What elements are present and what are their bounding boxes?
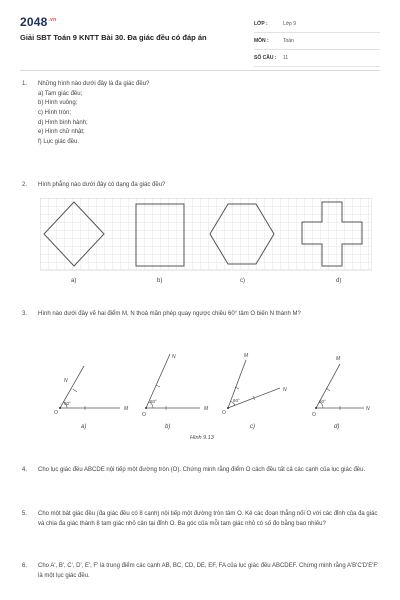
option-item: c) Hình tròn; bbox=[38, 110, 72, 117]
point-label-o: O bbox=[312, 412, 316, 418]
question-text: Hình phẳng nào dưới đây có dạng đa giác đều? bbox=[38, 182, 166, 188]
figure-label-b: b) bbox=[157, 278, 163, 284]
angle-label: 60° bbox=[64, 401, 71, 406]
question-3 bbox=[22, 310, 380, 320]
meta-row-class bbox=[254, 16, 380, 33]
question-number: 5. bbox=[22, 511, 28, 517]
question-text: Cho A', B', C', D', E', F' là trung điểm các cạnh AB, BC, CD, DE, EF, FA của lục giác đều ABCDEF. Chứng minh rằng A'B'C'D'E'F' là một lục giác đều. bbox=[38, 563, 379, 579]
question-number: 4. bbox=[22, 467, 28, 473]
point-label-o: O bbox=[54, 410, 58, 416]
rotation-option-b bbox=[142, 354, 209, 418]
figure-caption: Hình 9.13 bbox=[190, 435, 214, 441]
document-title: Giải SBT Toán 9 KNTT Bài 30. Đa giác đều có đáp án bbox=[20, 33, 207, 42]
question-number: 2. bbox=[22, 182, 28, 188]
figure-label-b: b) bbox=[165, 424, 171, 430]
meta-label: MÔN : bbox=[254, 38, 269, 44]
angle-label: 60° bbox=[150, 399, 157, 404]
question-text: Cho lục giác đều ABCDE nội tiếp một đường tròn (O). Chứng minh rằng điểm O cách đều tất cả các cạnh của lục giác đều. bbox=[38, 467, 366, 473]
question-6 bbox=[22, 562, 380, 581]
option-list bbox=[38, 90, 380, 148]
option-item: f) Lục giác đều. bbox=[38, 139, 80, 146]
question-number: 6. bbox=[22, 563, 28, 569]
meta-label: SỐ CÂU : bbox=[254, 55, 277, 61]
figure-label-c: c) bbox=[250, 424, 255, 430]
question-5 bbox=[22, 510, 380, 529]
header-divider bbox=[20, 70, 380, 71]
option-item: e) Hình chữ nhật; bbox=[38, 129, 85, 136]
logo-text: 2048 bbox=[20, 15, 48, 29]
meta-value: 11 bbox=[283, 55, 289, 61]
point-label-m: M bbox=[336, 356, 341, 362]
rotation-option-a bbox=[54, 366, 129, 416]
figure-label-a: a) bbox=[71, 278, 77, 284]
point-label-m: M bbox=[124, 406, 129, 412]
figure-label-d: d) bbox=[336, 278, 342, 284]
point-label-m: M bbox=[204, 406, 209, 412]
option-item: b) Hình vuông; bbox=[38, 100, 78, 107]
polygon-grid-figure bbox=[40, 198, 372, 288]
option-item: d) Hình bình hành; bbox=[38, 119, 88, 126]
point-label-n: N bbox=[64, 378, 68, 384]
figure-label-a: a) bbox=[81, 424, 87, 430]
question-text: Những hình nào dưới đây là đa giác đều? bbox=[38, 81, 150, 87]
meta-info bbox=[254, 16, 380, 67]
meta-label: LỚP : bbox=[254, 21, 268, 27]
meta-row-subject bbox=[254, 33, 380, 50]
rotation-option-c bbox=[222, 353, 287, 416]
figure-label-c: c) bbox=[240, 278, 245, 284]
angle-label: 60° bbox=[319, 399, 326, 404]
option-item: a) Tam giác đều; bbox=[38, 90, 83, 97]
question-text: Hình nào dưới đây vẽ hai điểm M, N thoả mãn phép quay ngược chiều 60° tâm O biến N thành M? bbox=[38, 311, 301, 317]
rotation-figure bbox=[40, 348, 372, 444]
point-label-o: O bbox=[142, 412, 146, 418]
question-text: Cho một bát giác đều (đa giác đều có 8 cạnh) nội tiếp một đường tròn tâm O. Kẻ các đoạn thẳng nối O với các đỉnh của đa giác và chia đa giác thành 8 tam giác nhỏ cân tại đỉnh O. Ba góc của mỗi tam giác nhỏ có số đo bằng bao nhiêu? bbox=[38, 511, 378, 527]
point-label-o: O bbox=[222, 410, 226, 416]
meta-value: Lớp 9 bbox=[283, 21, 297, 27]
angle-label: 60° bbox=[233, 398, 240, 403]
meta-row-count bbox=[254, 50, 380, 67]
site-logo[interactable] bbox=[20, 15, 56, 29]
question-4 bbox=[22, 466, 380, 476]
question-1 bbox=[22, 80, 380, 148]
point-label-m: M bbox=[244, 353, 249, 359]
question-2 bbox=[22, 181, 380, 191]
rotation-option-d bbox=[312, 356, 370, 418]
meta-value: Toán bbox=[283, 38, 294, 44]
point-label-n: N bbox=[283, 387, 287, 393]
point-label-n: N bbox=[172, 354, 176, 360]
question-number: 1. bbox=[22, 81, 28, 87]
logo-tld: .vn bbox=[48, 17, 57, 23]
point-label-n: N bbox=[366, 406, 370, 412]
question-number: 3. bbox=[22, 311, 28, 317]
figure-label-d: d) bbox=[334, 424, 340, 430]
